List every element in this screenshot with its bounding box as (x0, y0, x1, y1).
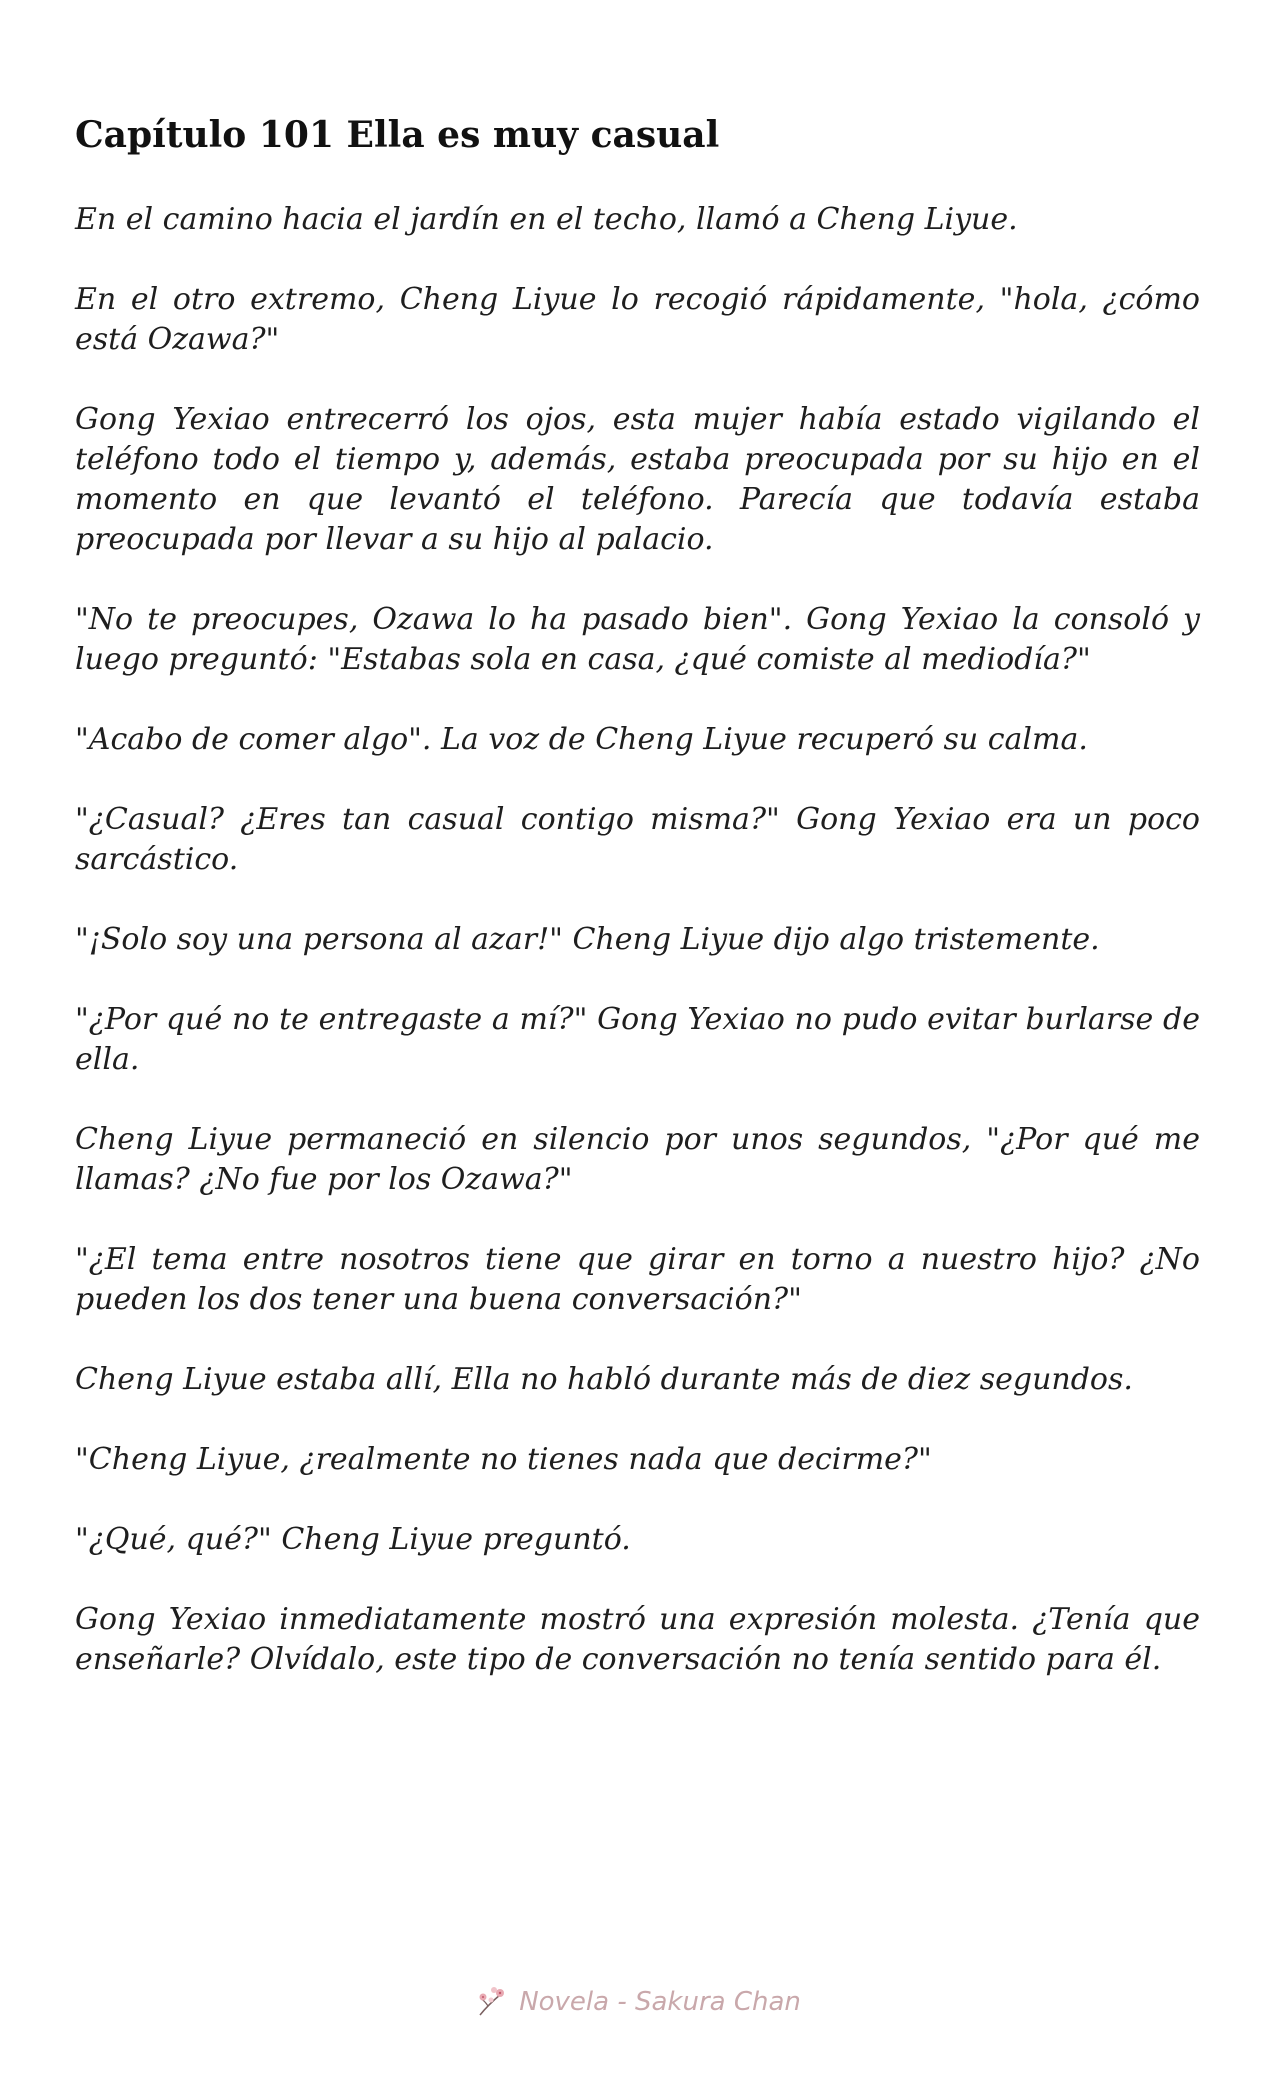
paragraph: En el otro extremo, Cheng Liyue lo recogió rápidamente, "hola, ¿cómo está Ozawa?" (75, 282, 1200, 357)
watermark-text: Novela - Sakura Chan (519, 1987, 801, 2017)
paragraph: Gong Yexiao entrecerró los ojos, esta mujer había estado vigilando el teléfono todo el tiempo y, además, estaba preocupada por su hijo en el momento en que levantó el teléfono. Parecía que todavía estaba preocupada por llevar a su hijo al palacio. (75, 402, 1200, 557)
paragraph: "¡Solo soy una persona al azar!" Cheng Liyue dijo algo tristemente. (75, 922, 1100, 957)
paragraph: "¿Por qué no te entregaste a mí?" Gong Yexiao no pudo evitar burlarse de ella. (75, 1002, 1200, 1077)
paragraph: Cheng Liyue permaneció en silencio por unos segundos, "¿Por qué me llamas? ¿No fue por los Ozawa?" (75, 1122, 1200, 1197)
sakura-blossom-icon (474, 1985, 508, 2019)
paragraph: En el camino hacia el jardín en el techo, llamó a Cheng Liyue. (75, 202, 1018, 237)
document-page (75, 112, 1200, 1720)
paragraph: Gong Yexiao inmediatamente mostró una expresión molesta. ¿Tenía que enseñarle? Olvídalo, este tipo de conversación no tenía sentido para él. (75, 1602, 1200, 1677)
paragraph: "¿Casual? ¿Eres tan casual contigo misma?" Gong Yexiao era un poco sarcástico. (75, 802, 1200, 877)
paragraph: "¿El tema entre nosotros tiene que girar en torno a nuestro hijo? ¿No pueden los dos tener una buena conversación?" (75, 1242, 1200, 1317)
paragraph: "Acabo de comer algo". La voz de Cheng Liyue recuperó su calma. (75, 722, 1088, 757)
paragraph: Cheng Liyue estaba allí, Ella no habló durante más de diez segundos. (75, 1362, 1133, 1397)
watermark (0, 1985, 1275, 2019)
chapter-title: Capítulo 101 Ella es muy casual (75, 114, 720, 156)
paragraph: "Cheng Liyue, ¿realmente no tienes nada que decirme?" (75, 1442, 932, 1477)
paragraph: "¿Qué, qué?" Cheng Liyue preguntó. (75, 1522, 631, 1557)
paragraph: "No te preocupes, Ozawa lo ha pasado bien". Gong Yexiao la consoló y luego preguntó: "Estabas sola en casa, ¿qué comiste al mediodía?" (75, 602, 1200, 677)
